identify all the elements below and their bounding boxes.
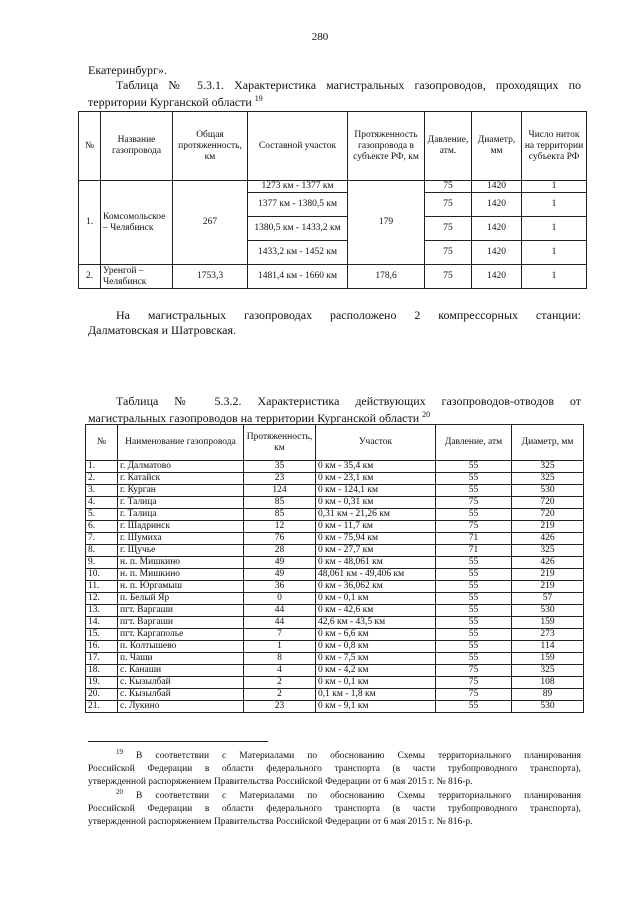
table1-cell-diameter: 1420 (472, 217, 522, 241)
table2-cell-num: 14. (86, 617, 118, 629)
table1-cell-threads: 1 (522, 181, 587, 193)
table2-cell-section: 0 км - 0,8 км (316, 641, 436, 653)
table2-cell-diameter: 530 (512, 701, 584, 713)
table2-cell-num: 9. (86, 557, 118, 569)
table2-cell-num: 8. (86, 545, 118, 557)
table2-cell-diameter: 325 (512, 461, 584, 473)
table1-cell-name: Комсомольское – Челябинск (101, 181, 173, 265)
table2-cell-num: 20. (86, 689, 118, 701)
table2-cell-length: 28 (244, 545, 316, 557)
table1-cell-section: 1433,2 км - 1452 км (248, 241, 348, 265)
table2-cell-name: п. Колтышево (118, 641, 244, 653)
table2-cell-pressure: 55 (436, 473, 512, 485)
table2-cell-num: 1. (86, 461, 118, 473)
table2-cell-num: 7. (86, 533, 118, 545)
table2-row (86, 581, 584, 593)
table2-cell-section: 0 км - 0,1 км (316, 593, 436, 605)
table2-header-cell: Диаметр, мм (512, 425, 584, 461)
table2-cell-num: 17. (86, 653, 118, 665)
table2-cell-num: 5. (86, 509, 118, 521)
table2-cell-diameter: 325 (512, 665, 584, 677)
table2-row (86, 701, 584, 713)
table2-cell-pressure: 75 (436, 665, 512, 677)
table2-cell-length: 85 (244, 509, 316, 521)
table2-cell-length: 23 (244, 473, 316, 485)
table2-cell-name: н. п. Юргамыш (118, 581, 244, 593)
table1-row (79, 181, 587, 193)
table2-cell-diameter: 108 (512, 677, 584, 689)
table2-header-row (86, 425, 584, 461)
table2-cell-name: пгт. Каргаполье (118, 629, 244, 641)
table2-cell-name: г. Шадринск (118, 521, 244, 533)
table2-cell-name: г. Щучье (118, 545, 244, 557)
table2-cell-section: 0 км - 6,6 км (316, 629, 436, 641)
table2-cell-num: 13. (86, 605, 118, 617)
table2-cell-section: 0 км - 9,1 км (316, 701, 436, 713)
table1-cell-threads: 1 (522, 241, 587, 265)
table2-cell-section: 0 км - 124,1 км (316, 485, 436, 497)
table2-cell-num: 18. (86, 665, 118, 677)
table1-header-cell: Число ниток на территории субъекта РФ (522, 112, 587, 181)
table2-cell-diameter: 325 (512, 473, 584, 485)
table2-cell-num: 15. (86, 629, 118, 641)
table2-caption-line1: Таблица № 5.3.2. Характеристика действующих газопроводов-отводов от (116, 394, 581, 408)
table2-cell-length: 12 (244, 521, 316, 533)
table2-cell-diameter: 159 (512, 617, 584, 629)
table1-cell-pressure: 75 (425, 217, 472, 241)
table2-cell-diameter: 219 (512, 521, 584, 533)
table1-cell-section: 1377 км - 1380,5 км (248, 193, 348, 217)
table2-row (86, 545, 584, 557)
table2-cell-pressure: 55 (436, 485, 512, 497)
table2-cell-pressure: 55 (436, 593, 512, 605)
table2-cell-section: 0 км - 36,062 км (316, 581, 436, 593)
table2-cell-section: 0 км - 23,1 км (316, 473, 436, 485)
table1-header-cell: № (79, 112, 101, 181)
table2-row (86, 473, 584, 485)
paragraph-line2: Далматовская и Шатровская. (88, 323, 236, 337)
table2-cell-num: 21. (86, 701, 118, 713)
table2-row (86, 557, 584, 569)
table1-header-cell: Диаметр, мм (472, 112, 522, 181)
table2-row (86, 593, 584, 605)
table2-cell-length: 7 (244, 629, 316, 641)
table2-row (86, 617, 584, 629)
table1-cell-threads: 1 (522, 193, 587, 217)
table1-cell-diameter: 1420 (472, 181, 522, 193)
table2-cell-name: г. Курган (118, 485, 244, 497)
table2-cell-diameter: 57 (512, 593, 584, 605)
table1-cell-section: 1481,4 км - 1660 км (248, 265, 348, 289)
table2-cell-name: н. п. Мишкино (118, 569, 244, 581)
table2-cell-length: 35 (244, 461, 316, 473)
table1-cell-diameter: 1420 (472, 241, 522, 265)
table2-cell-diameter: 219 (512, 581, 584, 593)
table2-cell-length: 76 (244, 533, 316, 545)
table2-body (86, 461, 584, 713)
table1-caption-line1: Таблица № 5.3.1. Характеристика магистральных газопроводов, проходящих по (116, 78, 581, 92)
table2-cell-name: п. Чаши (118, 653, 244, 665)
table1-cell-name: Уренгой – Челябинск (101, 265, 173, 289)
table2-cell-num: 6. (86, 521, 118, 533)
table2-caption-line2: магистральных газопроводов на территории Курганской области $^{20}$ (88, 410, 431, 425)
table2-cell-pressure: 55 (436, 617, 512, 629)
table2-cell-num: 3. (86, 485, 118, 497)
table2-cell-diameter: 530 (512, 485, 584, 497)
table1-main-pipelines (78, 111, 587, 289)
table2-cell-diameter: 219 (512, 569, 584, 581)
table1-cell-pressure: 75 (425, 193, 472, 217)
table2-row (86, 653, 584, 665)
table2-cell-section: 0 км - 42,6 км (316, 605, 436, 617)
table2-row (86, 629, 584, 641)
table2-cell-name: пгт. Варгаши (118, 605, 244, 617)
table2-cell-length: 44 (244, 617, 316, 629)
table2-cell-name: с. Кызылбай (118, 677, 244, 689)
table2-cell-length: 49 (244, 557, 316, 569)
table1-header-cell: Составной участок (248, 112, 348, 181)
table2-cell-pressure: 71 (436, 533, 512, 545)
table2-cell-diameter: 530 (512, 605, 584, 617)
table2-row (86, 665, 584, 677)
table2-row (86, 605, 584, 617)
table2-cell-diameter: 159 (512, 653, 584, 665)
table2-cell-num: 16. (86, 641, 118, 653)
table2-caption (88, 394, 581, 425)
table2-cell-section: 0 км - 48,061 км (316, 557, 436, 569)
table1-cell-in-region: 179 (348, 181, 425, 265)
table2-cell-pressure: 55 (436, 461, 512, 473)
table2-cell-num: 12. (86, 593, 118, 605)
table2-cell-pressure: 55 (436, 509, 512, 521)
table2-row (86, 509, 584, 521)
table2-cell-pressure: 75 (436, 689, 512, 701)
table1-caption (88, 78, 581, 109)
table1-cell-num: 1. (79, 181, 101, 265)
table2-header-cell: № (86, 425, 118, 461)
table2-cell-section: 48,061 км - 49,406 км (316, 569, 436, 581)
table1-cell-section: 1380,5 км - 1433,2 км (248, 217, 348, 241)
table2-cell-diameter: 325 (512, 545, 584, 557)
table2-cell-pressure: 55 (436, 581, 512, 593)
page-number: 280 (311, 31, 329, 43)
table2-cell-section: 0,31 км - 21,26 км (316, 509, 436, 521)
table2-cell-section: 0 км - 11,7 км (316, 521, 436, 533)
footnote-separator (88, 741, 268, 742)
table2-row (86, 521, 584, 533)
table2-cell-pressure: 55 (436, 557, 512, 569)
table2-cell-section: 0 км - 27,7 км (316, 545, 436, 557)
table2-row (86, 497, 584, 509)
table2-row (86, 677, 584, 689)
table1-header-cell: Общая протяженность, км (173, 112, 248, 181)
table2-cell-pressure: 75 (436, 497, 512, 509)
table2-cell-num: 19. (86, 677, 118, 689)
table2-cell-section: 0 км - 75,94 км (316, 533, 436, 545)
table2-cell-length: 124 (244, 485, 316, 497)
table2-branch-pipelines (85, 424, 584, 713)
table2-row (86, 485, 584, 497)
table2-cell-diameter: 114 (512, 641, 584, 653)
table2-cell-pressure: 55 (436, 629, 512, 641)
table1-header-row (79, 112, 587, 181)
table2-cell-diameter: 720 (512, 509, 584, 521)
table2-cell-name: г. Катайск (118, 473, 244, 485)
table2-row (86, 569, 584, 581)
table2-cell-name: г. Шумиха (118, 533, 244, 545)
table2-cell-diameter: 426 (512, 533, 584, 545)
table1-cell-threads: 1 (522, 265, 587, 289)
table2-row (86, 533, 584, 545)
table2-cell-length: 85 (244, 497, 316, 509)
table2-cell-pressure: 55 (436, 653, 512, 665)
table1-cell-threads: 1 (522, 217, 587, 241)
table2-cell-name: г. Далматово (118, 461, 244, 473)
table2-cell-name: г. Талица (118, 509, 244, 521)
table2-cell-length: 2 (244, 689, 316, 701)
table2-cell-name: с. Кызылбай (118, 689, 244, 701)
table2-cell-diameter: 89 (512, 689, 584, 701)
table2-header-cell: Наименование газопровода (118, 425, 244, 461)
table1-header-cell: Протяженность газопровода в субъекте РФ, км (348, 112, 425, 181)
table2-cell-num: 2. (86, 473, 118, 485)
table2-cell-section: 0 км - 0,31 км (316, 497, 436, 509)
table1-cell-diameter: 1420 (472, 193, 522, 217)
table2-cell-pressure: 55 (436, 569, 512, 581)
table2-cell-length: 23 (244, 701, 316, 713)
table1-cell-diameter: 1420 (472, 265, 522, 289)
table1-row (79, 265, 587, 289)
table2-cell-name: пгт. Варгаши (118, 617, 244, 629)
table2-cell-diameter: 273 (512, 629, 584, 641)
footnote-number: 19 (116, 748, 123, 756)
table2-cell-length: 49 (244, 569, 316, 581)
table2-cell-section: 0 км - 4,2 км (316, 665, 436, 677)
table2-row (86, 461, 584, 473)
table2-cell-length: 2 (244, 677, 316, 689)
table2-cell-length: 44 (244, 605, 316, 617)
table2-cell-num: 10. (86, 569, 118, 581)
table2-cell-section: 0 км - 35,4 км (316, 461, 436, 473)
table2-row (86, 641, 584, 653)
compressor-stations-paragraph (88, 308, 581, 338)
table2-cell-name: н. п. Мишкино (118, 557, 244, 569)
table2-cell-diameter: 426 (512, 557, 584, 569)
table1-header-cell: Давление, атм. (425, 112, 472, 181)
table1-cell-total: 1753,3 (173, 265, 248, 289)
table2-cell-pressure: 55 (436, 641, 512, 653)
table2-cell-length: 8 (244, 653, 316, 665)
table2-header-cell: Участок (316, 425, 436, 461)
table2-cell-section: 0 км - 0,1 км (316, 677, 436, 689)
table2-cell-section: 42,6 км - 43,5 км (316, 617, 436, 629)
table2-cell-section: 0 км - 7,5 км (316, 653, 436, 665)
table2-row (86, 689, 584, 701)
table2-cell-diameter: 720 (512, 497, 584, 509)
footnote-number: 20 (116, 788, 123, 796)
table2-cell-pressure: 75 (436, 677, 512, 689)
table2-cell-length: 4 (244, 665, 316, 677)
table2-cell-num: 11. (86, 581, 118, 593)
table2-cell-length: 36 (244, 581, 316, 593)
table1-cell-in-region: 178,6 (348, 265, 425, 289)
table2-cell-section: 0,1 км - 1,8 км (316, 689, 436, 701)
footnote-20: $^{20}$ В соответствии с Материалами по обоснованию Схемы территориального планирования Российской Федерации в области федерального транспорта (в части трубопроводного транспорта), утвержденной распоряжением Правительства Российской Федерации от 6 мая 2015 г. № 816-р. (88, 788, 582, 827)
table1-cell-section: 1273 км - 1377 км (248, 181, 348, 193)
table2-header-cell: Протяженность, км (244, 425, 316, 461)
table1-cell-pressure: 75 (425, 181, 472, 193)
table2-cell-name: с. Канаши (118, 665, 244, 677)
lead-text: Екатеринбург». (88, 63, 167, 77)
table2-cell-name: г. Талица (118, 497, 244, 509)
table2-cell-pressure: 55 (436, 701, 512, 713)
table1-cell-pressure: 75 (425, 265, 472, 289)
table1-cell-total: 267 (173, 181, 248, 265)
table1-cell-pressure: 75 (425, 241, 472, 265)
table1-header-cell: Название газопровода (101, 112, 173, 181)
table2-cell-length: 1 (244, 641, 316, 653)
table2-cell-num: 4. (86, 497, 118, 509)
footnote-19: $^{19}$ В соответствии с Материалами по обоснованию Схемы территориального планирования Российской Федерации в области федерального транспорта (в части трубопроводного транспорта), утвержденной распоряжением Правительства Российской Федерации от 6 мая 2015 г. № 816-р. (88, 748, 582, 787)
table2-header-cell: Давление, атм (436, 425, 512, 461)
table2-cell-pressure: 71 (436, 545, 512, 557)
paragraph-line1: На магистральных газопроводах расположено 2 компрессорных станции: (116, 308, 581, 322)
table2-cell-name: п. Белый Яр (118, 593, 244, 605)
footnote-ref-20: 20 (422, 410, 431, 419)
footnote-ref-19: 19 (254, 94, 263, 103)
table1-cell-num: 2. (79, 265, 101, 289)
table1-caption-line2: территории Курганской области $^{19}$ (88, 94, 263, 109)
table2-cell-name: с. Лукино (118, 701, 244, 713)
table2-cell-pressure: 75 (436, 521, 512, 533)
table2-cell-length: 0 (244, 593, 316, 605)
table2-cell-pressure: 55 (436, 605, 512, 617)
